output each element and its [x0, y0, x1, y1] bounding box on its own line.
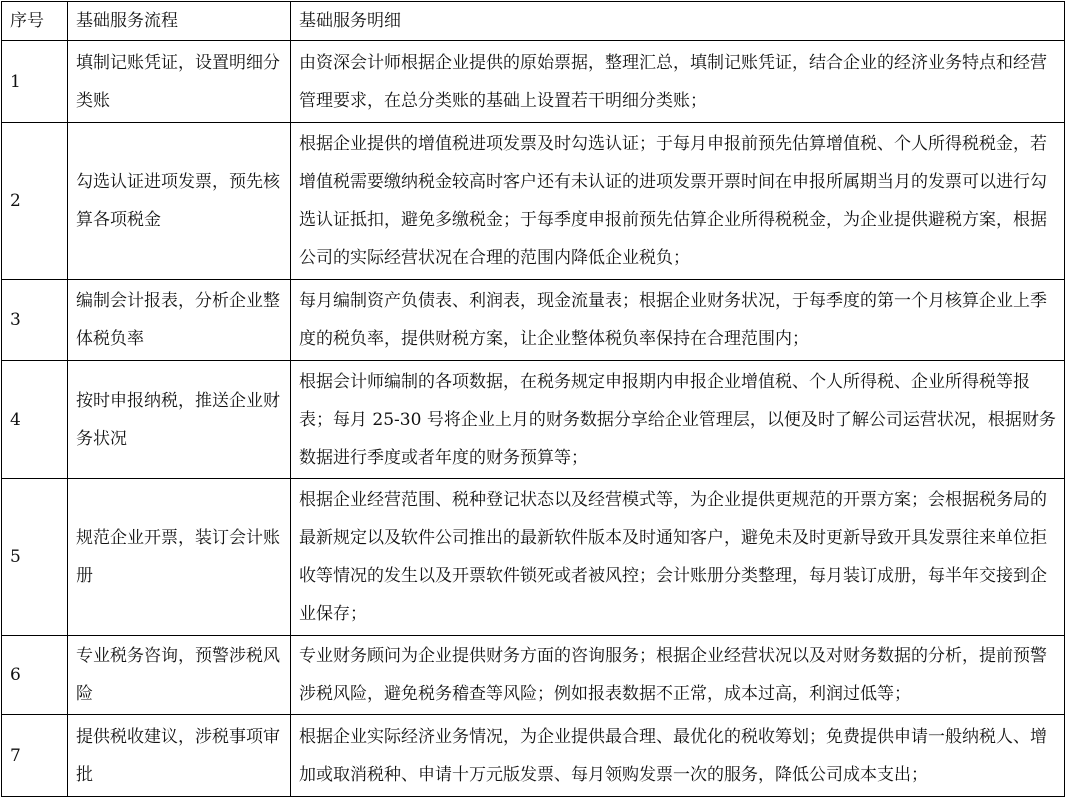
service-detail [291, 715, 1065, 797]
row-number: 3 [2, 280, 68, 361]
service-detail [291, 361, 1065, 479]
table-row [2, 479, 1065, 636]
service-flow [68, 123, 291, 280]
service-detail-text: 根据企业经营范围、税种登记状态以及经营模式等，为企业提供更规范的开票方案；会根据税务局的最新规定以及软件公司推出的最新软件版本及时通知客户，避免未及时更新导致开具发票往来单位拒收等情况的发生以及开票软件锁死或者被风控；会计账册分类整理，每月装订成册，每半年交接到企业保存； [299, 490, 1047, 624]
service-flow-text: 编制会计报表，分析企业整体税负率 [76, 291, 280, 349]
service-detail-text: 每月编制资产负债表、利润表，现金流量表；根据企业财务状况，于每季度的第一个月核算企业上季度的税负率，提供财税方案，让企业整体税负率保持在合理范围内； [299, 291, 1047, 349]
service-detail-text: 根据会计师编制的各项数据，在税务规定申报期内申报企业增值税、个人所得税、企业所得税等报表；每月 25-30 号将企业上月的财务数据分享给企业管理层，以便及时了解公司运营状况，根据财务数据进行季度或者年度的财务预算等； [299, 371, 1056, 468]
service-flow-text: 按时申报纳税，推送企业财务状况 [76, 390, 280, 449]
service-detail [291, 280, 1065, 361]
table-row [2, 361, 1065, 479]
service-flow-text: 规范企业开票，装订会计账册 [76, 528, 280, 586]
service-detail [291, 636, 1065, 715]
service-flow-text: 勾选认证进项发票，预先核算各项税金 [76, 172, 280, 230]
header-detail: 基础服务明细 [291, 2, 1065, 41]
table-header [2, 2, 1065, 41]
table-row [2, 636, 1065, 715]
row-number: 4 [2, 361, 68, 479]
service-table [1, 1, 1065, 797]
header-num: 序号 [2, 2, 68, 41]
table-row [2, 280, 1065, 361]
row-number: 5 [2, 479, 68, 636]
table-body [2, 41, 1065, 797]
service-flow [68, 41, 291, 123]
service-flow-text: 填制记账凭证，设置明细分类账 [76, 52, 280, 111]
table-row [2, 123, 1065, 280]
service-detail-text: 根据企业提供的增值税进项发票及时勾选认证；于每月申报前预先估算增值税、个人所得税税金，若增值税需要缴纳税金较高时客户还有未认证的进项发票开票时间在申报所属期当月的发票可以进行勾选认证抵扣，避免多缴税金；于每季度申报前预先估算企业所得税税金，为企业提供避税方案，根据公司的实际经营状况在合理的范围内降低企业税负； [299, 134, 1047, 268]
row-number: 7 [2, 715, 68, 797]
table-row [2, 41, 1065, 123]
table-row [2, 715, 1065, 797]
row-number: 6 [2, 636, 68, 715]
service-detail-text: 由资深会计师根据企业提供的原始票据，整理汇总，填制记账凭证，结合企业的经济业务特点和经营管理要求，在总分类账的基础上设置若干明细分类账； [299, 52, 1047, 111]
row-number: 2 [2, 123, 68, 280]
service-detail [291, 41, 1065, 123]
service-detail [291, 479, 1065, 636]
row-number: 1 [2, 41, 68, 123]
service-detail-text: 专业财务顾问为企业提供财务方面的咨询服务；根据企业经营状况以及对财务数据的分析，提前预警涉税风险，避免税务稽查等风险；例如报表数据不正常，成本过高，利润过低等； [299, 646, 1047, 704]
service-flow [68, 636, 291, 715]
service-flow [68, 280, 291, 361]
service-detail-text: 根据企业实际经济业务情况，为企业提供最合理、最优化的税收筹划；免费提供申请一般纳税人、增加或取消税种、申请十万元版发票、每月领购发票一次的服务，降低公司成本支出； [299, 726, 1047, 785]
service-flow-text: 提供税收建议，涉税事项审批 [76, 726, 280, 785]
service-detail [291, 123, 1065, 280]
service-flow [68, 479, 291, 636]
service-flow [68, 715, 291, 797]
service-flow [68, 361, 291, 479]
header-row [2, 2, 1065, 41]
service-flow-text: 专业税务咨询，预警涉税风险 [76, 646, 280, 704]
header-flow: 基础服务流程 [68, 2, 291, 41]
